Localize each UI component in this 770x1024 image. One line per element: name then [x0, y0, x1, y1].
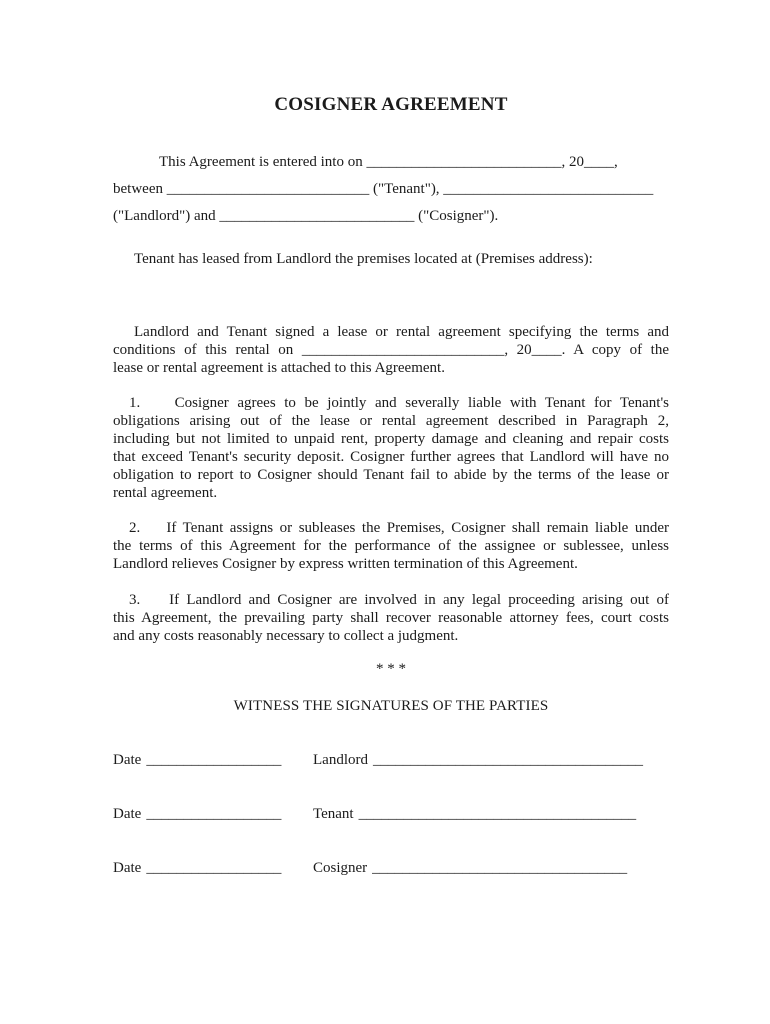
party-cell: [313, 751, 669, 769]
date-label: Date: [113, 860, 142, 876]
clause-line: obligations arising out of the lease or rental agreement described in Paragraph 2,: [113, 413, 669, 429]
paragraph-line: lease or rental agreement is attached to this Agreement.: [113, 360, 445, 376]
signature-row-cosigner: [113, 859, 669, 877]
tenant-signature-line: _____________________________________: [358, 806, 637, 822]
clause-line: 1. Cosigner agrees to be jointly and severally liable with Tenant for Tenant's: [129, 395, 669, 411]
date-blank-line: __________________: [146, 806, 282, 822]
premises-clause: Tenant has leased from Landlord the premises located at (Premises address):: [134, 251, 593, 267]
paragraph-line: Landlord and Tenant signed a lease or rental agreement specifying the terms and: [134, 324, 669, 340]
clause-line: 2. If Tenant assigns or subleases the Premises, Cosigner shall remain liable under: [129, 520, 669, 536]
date-blank-line: __________________: [146, 752, 282, 768]
clause-line: and any costs reasonably necessary to collect a judgment.: [113, 628, 459, 644]
signature-row-landlord: [113, 751, 669, 769]
witness-heading: WITNESS THE SIGNATURES OF THE PARTIES: [233, 698, 549, 714]
section-separator: * * *: [376, 661, 406, 677]
clause-line: this Agreement, the prevailing party shall recover reasonable attorney fees, court costs: [113, 610, 669, 626]
intro-line: ("Landlord") and __________________________ ("Cosigner").: [113, 208, 499, 224]
date-cell: [113, 805, 313, 823]
clause-line: 3. If Landlord and Cosigner are involved in any legal proceeding arising out of: [129, 592, 669, 608]
intro-paragraph: [113, 149, 669, 230]
cosigner-label: Cosigner: [313, 860, 368, 876]
clause-line: the terms of this Agreement for the performance of the assignee or sublessee, unless: [113, 538, 669, 554]
intro-line: This Agreement is entered into on __________________________, 20____,: [159, 154, 618, 170]
date-cell: [113, 751, 313, 769]
date-label: Date: [113, 806, 142, 822]
clause-line: Landlord relieves Cosigner by express written termination of this Agreement.: [113, 556, 578, 572]
clause-line: rental agreement.: [113, 485, 218, 501]
tenant-label: Tenant: [313, 806, 354, 822]
intro-line: between ___________________________ ("Tenant"), ____________________________: [113, 181, 654, 197]
paragraph-line: conditions of this rental on ___________________________, 20____. A copy of the: [113, 342, 669, 358]
landlord-label: Landlord: [313, 752, 368, 768]
cosigner-signature-line: __________________________________: [372, 860, 628, 876]
document-title: COSIGNER AGREEMENT: [274, 94, 508, 115]
party-cell: [313, 859, 669, 877]
date-label: Date: [113, 752, 142, 768]
numbered-clause-3: [113, 591, 669, 645]
signature-row-tenant: [113, 805, 669, 823]
lease-reference-paragraph: [113, 323, 669, 377]
landlord-signature-line: ____________________________________: [372, 752, 643, 768]
date-blank-line: __________________: [146, 860, 282, 876]
clause-line: including but not limited to unpaid rent, property damage and cleaning and repair costs: [113, 431, 669, 447]
clause-line: obligation to report to Cosigner should Tenant fail to abide by the terms of the lease or: [113, 467, 669, 483]
date-cell: [113, 859, 313, 877]
clause-line: that exceed Tenant's security deposit. Cosigner further agrees that Landlord will have no: [113, 449, 669, 465]
party-cell: [313, 805, 669, 823]
numbered-clause-1: [113, 394, 669, 502]
numbered-clause-2: [113, 519, 669, 573]
